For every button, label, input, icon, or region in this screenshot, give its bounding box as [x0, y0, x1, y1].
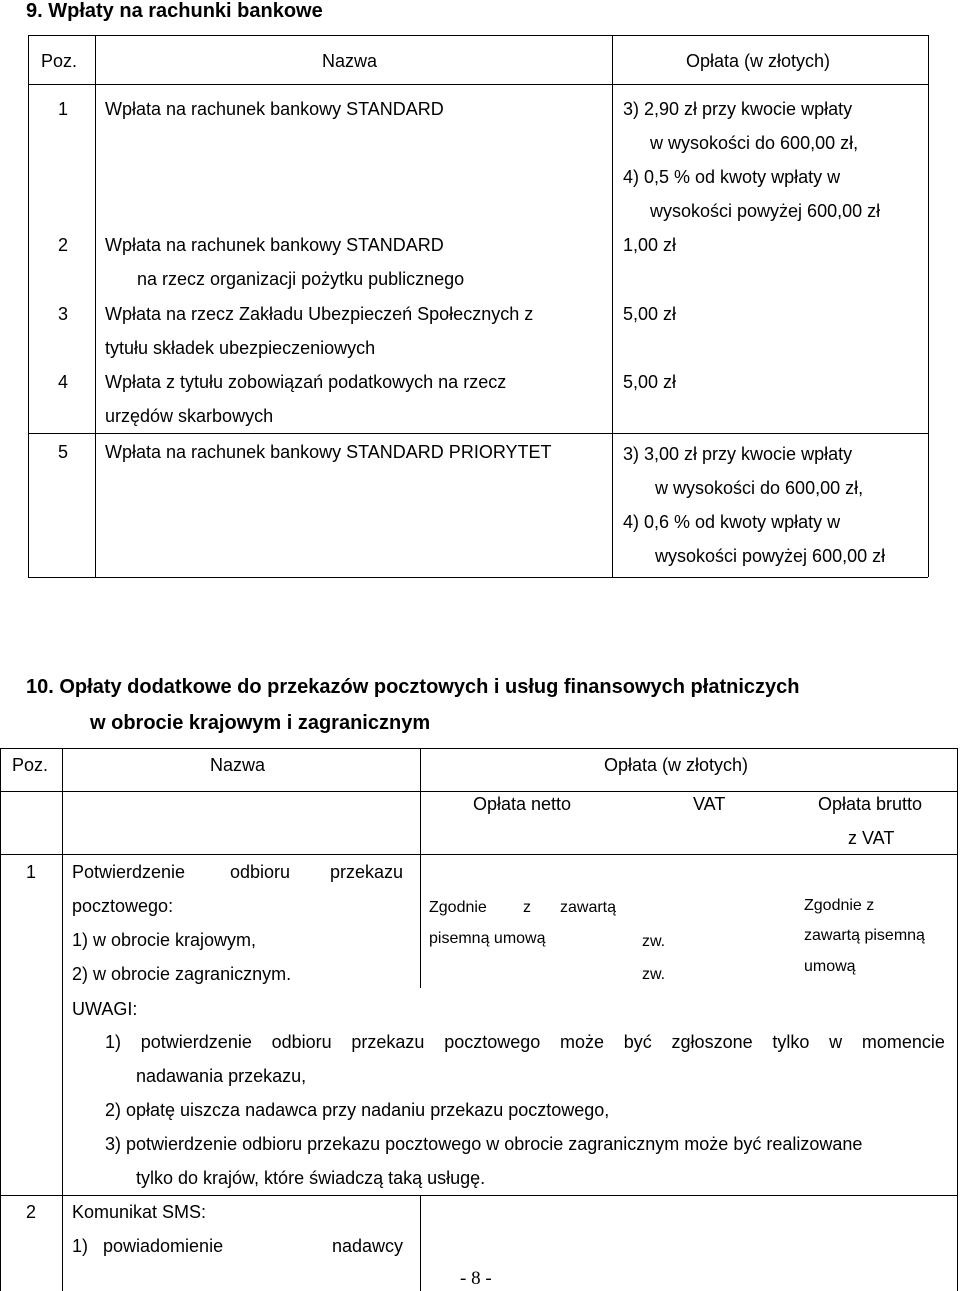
row-fee: 5,00 zł: [623, 304, 677, 324]
netto-text: z: [523, 899, 531, 916]
row-name: pocztowego:: [72, 896, 174, 916]
row-name: Wpłata na rzecz Zakładu Ubezpieczeń Społecznych z: [105, 304, 534, 324]
brutto-text: zawartą pisemną: [804, 927, 925, 944]
header-nazwa: Nazwa: [210, 755, 266, 775]
row-num: 2: [58, 235, 69, 255]
header-vat: VAT: [693, 794, 726, 814]
row-name: nadawcy: [332, 1236, 404, 1256]
row-name: Komunikat SMS:: [72, 1202, 207, 1222]
row-name: Wpłata na rachunek bankowy STANDARD: [105, 235, 444, 255]
brutto-text: Zgodnie z: [804, 897, 875, 914]
row-name: Wpłata z tytułu zobowiązań podatkowych na rzecz: [105, 372, 507, 392]
row-name: tytułu składek ubezpieczeniowych: [105, 338, 376, 358]
row-fee: 3) 2,90 zł przy kwocie wpłaty: [623, 99, 853, 119]
uwagi-word: odbioru: [271, 1032, 332, 1052]
uwagi-word: zgłoszone: [671, 1032, 753, 1052]
uwagi-item-1: [105, 1031, 945, 1053]
header-oplata: Opłata (w złotych): [686, 51, 831, 71]
uwagi-title: UWAGI:: [72, 999, 138, 1019]
row-fee: w wysokości do 600,00 zł,: [650, 133, 859, 153]
page-number: - 8 -: [460, 1268, 492, 1289]
brutto-text: umową: [804, 958, 856, 975]
row-fee: wysokości powyżej 600,00 zł: [650, 201, 881, 221]
uwagi-word: przekazu: [351, 1032, 425, 1052]
uwagi-item-1-cont: nadawania przekazu,: [136, 1066, 307, 1086]
header-nazwa: Nazwa: [322, 51, 378, 71]
header-brutto-line2: z VAT: [848, 828, 895, 848]
vat-value: zw.: [642, 933, 666, 950]
row-fee: 1,00 zł: [623, 235, 677, 255]
row-fee: w wysokości do 600,00 zł,: [655, 478, 864, 498]
section-10-heading-line2: w obrocie krajowym i zagranicznym: [90, 712, 431, 734]
row-name: 1) w obrocie krajowym,: [72, 930, 257, 950]
uwagi-word: pocztowego: [444, 1032, 541, 1052]
uwagi-item-2: 2) opłatę uiszcza nadawca przy nadaniu przekazu pocztowego,: [105, 1100, 610, 1120]
row-num: 1: [58, 99, 69, 119]
header-poz: Poz.: [12, 755, 49, 775]
uwagi-word: być: [623, 1032, 652, 1052]
uwagi-item-3-cont: tylko do krajów, które świadczą taką usługę.: [136, 1168, 486, 1188]
uwagi-item-3: 3) potwierdzenie odbioru przekazu pocztowego w obrocie zagranicznym może być realizowane: [105, 1134, 863, 1154]
uwagi-word: momencie: [861, 1032, 945, 1052]
row-fee: 4) 0,6 % od kwoty wpłaty w: [623, 512, 841, 532]
uwagi-word: w: [829, 1032, 843, 1052]
row-fee: wysokości powyżej 600,00 zł: [655, 546, 886, 566]
uwagi-word: 1): [105, 1032, 122, 1052]
uwagi-word: może: [560, 1032, 605, 1052]
row-name: Wpłata na rachunek bankowy STANDARD: [105, 99, 444, 119]
row-name: Potwierdzenie: [72, 862, 186, 882]
netto-text: zawartą: [560, 899, 617, 916]
netto-text: Zgodnie: [429, 899, 487, 916]
row-num: 2: [26, 1202, 37, 1222]
row-name: odbioru: [230, 862, 291, 882]
row-name: przekazu: [330, 862, 404, 882]
uwagi-word: tylko: [772, 1032, 810, 1052]
row-num: 5: [58, 442, 69, 462]
row-num: 1: [26, 862, 37, 882]
row-name: na rzecz organizacji pożytku publicznego: [137, 269, 465, 289]
section-9-heading: 9. Wpłaty na rachunki bankowe: [26, 0, 323, 22]
row-name: 2) w obrocie zagranicznym.: [72, 964, 292, 984]
uwagi-word: potwierdzenie: [140, 1032, 252, 1052]
header-oplata: Opłata (w złotych): [604, 755, 749, 775]
header-brutto: Opłata brutto: [818, 794, 923, 814]
row-num: 3: [58, 304, 69, 324]
row-name: urzędów skarbowych: [105, 406, 274, 426]
row-num: 4: [58, 372, 69, 392]
vat-value: zw.: [642, 966, 666, 983]
row-fee: 3) 3,00 zł przy kwocie wpłaty: [623, 444, 853, 464]
row-name: Wpłata na rachunek bankowy STANDARD PRIORYTET: [105, 442, 552, 462]
header-netto: Opłata netto: [473, 794, 572, 814]
section-10-heading: 10. Opłaty dodatkowe do przekazów pocztowych i usług finansowych płatniczych: [26, 676, 800, 698]
row-fee: 4) 0,5 % od kwoty wpłaty w: [623, 167, 841, 187]
row-name: powiadomienie: [103, 1236, 224, 1256]
row-name: 1): [72, 1236, 89, 1256]
netto-text: pisemną umową: [429, 930, 546, 947]
header-poz: Poz.: [41, 51, 78, 71]
row-fee: 5,00 zł: [623, 372, 677, 392]
